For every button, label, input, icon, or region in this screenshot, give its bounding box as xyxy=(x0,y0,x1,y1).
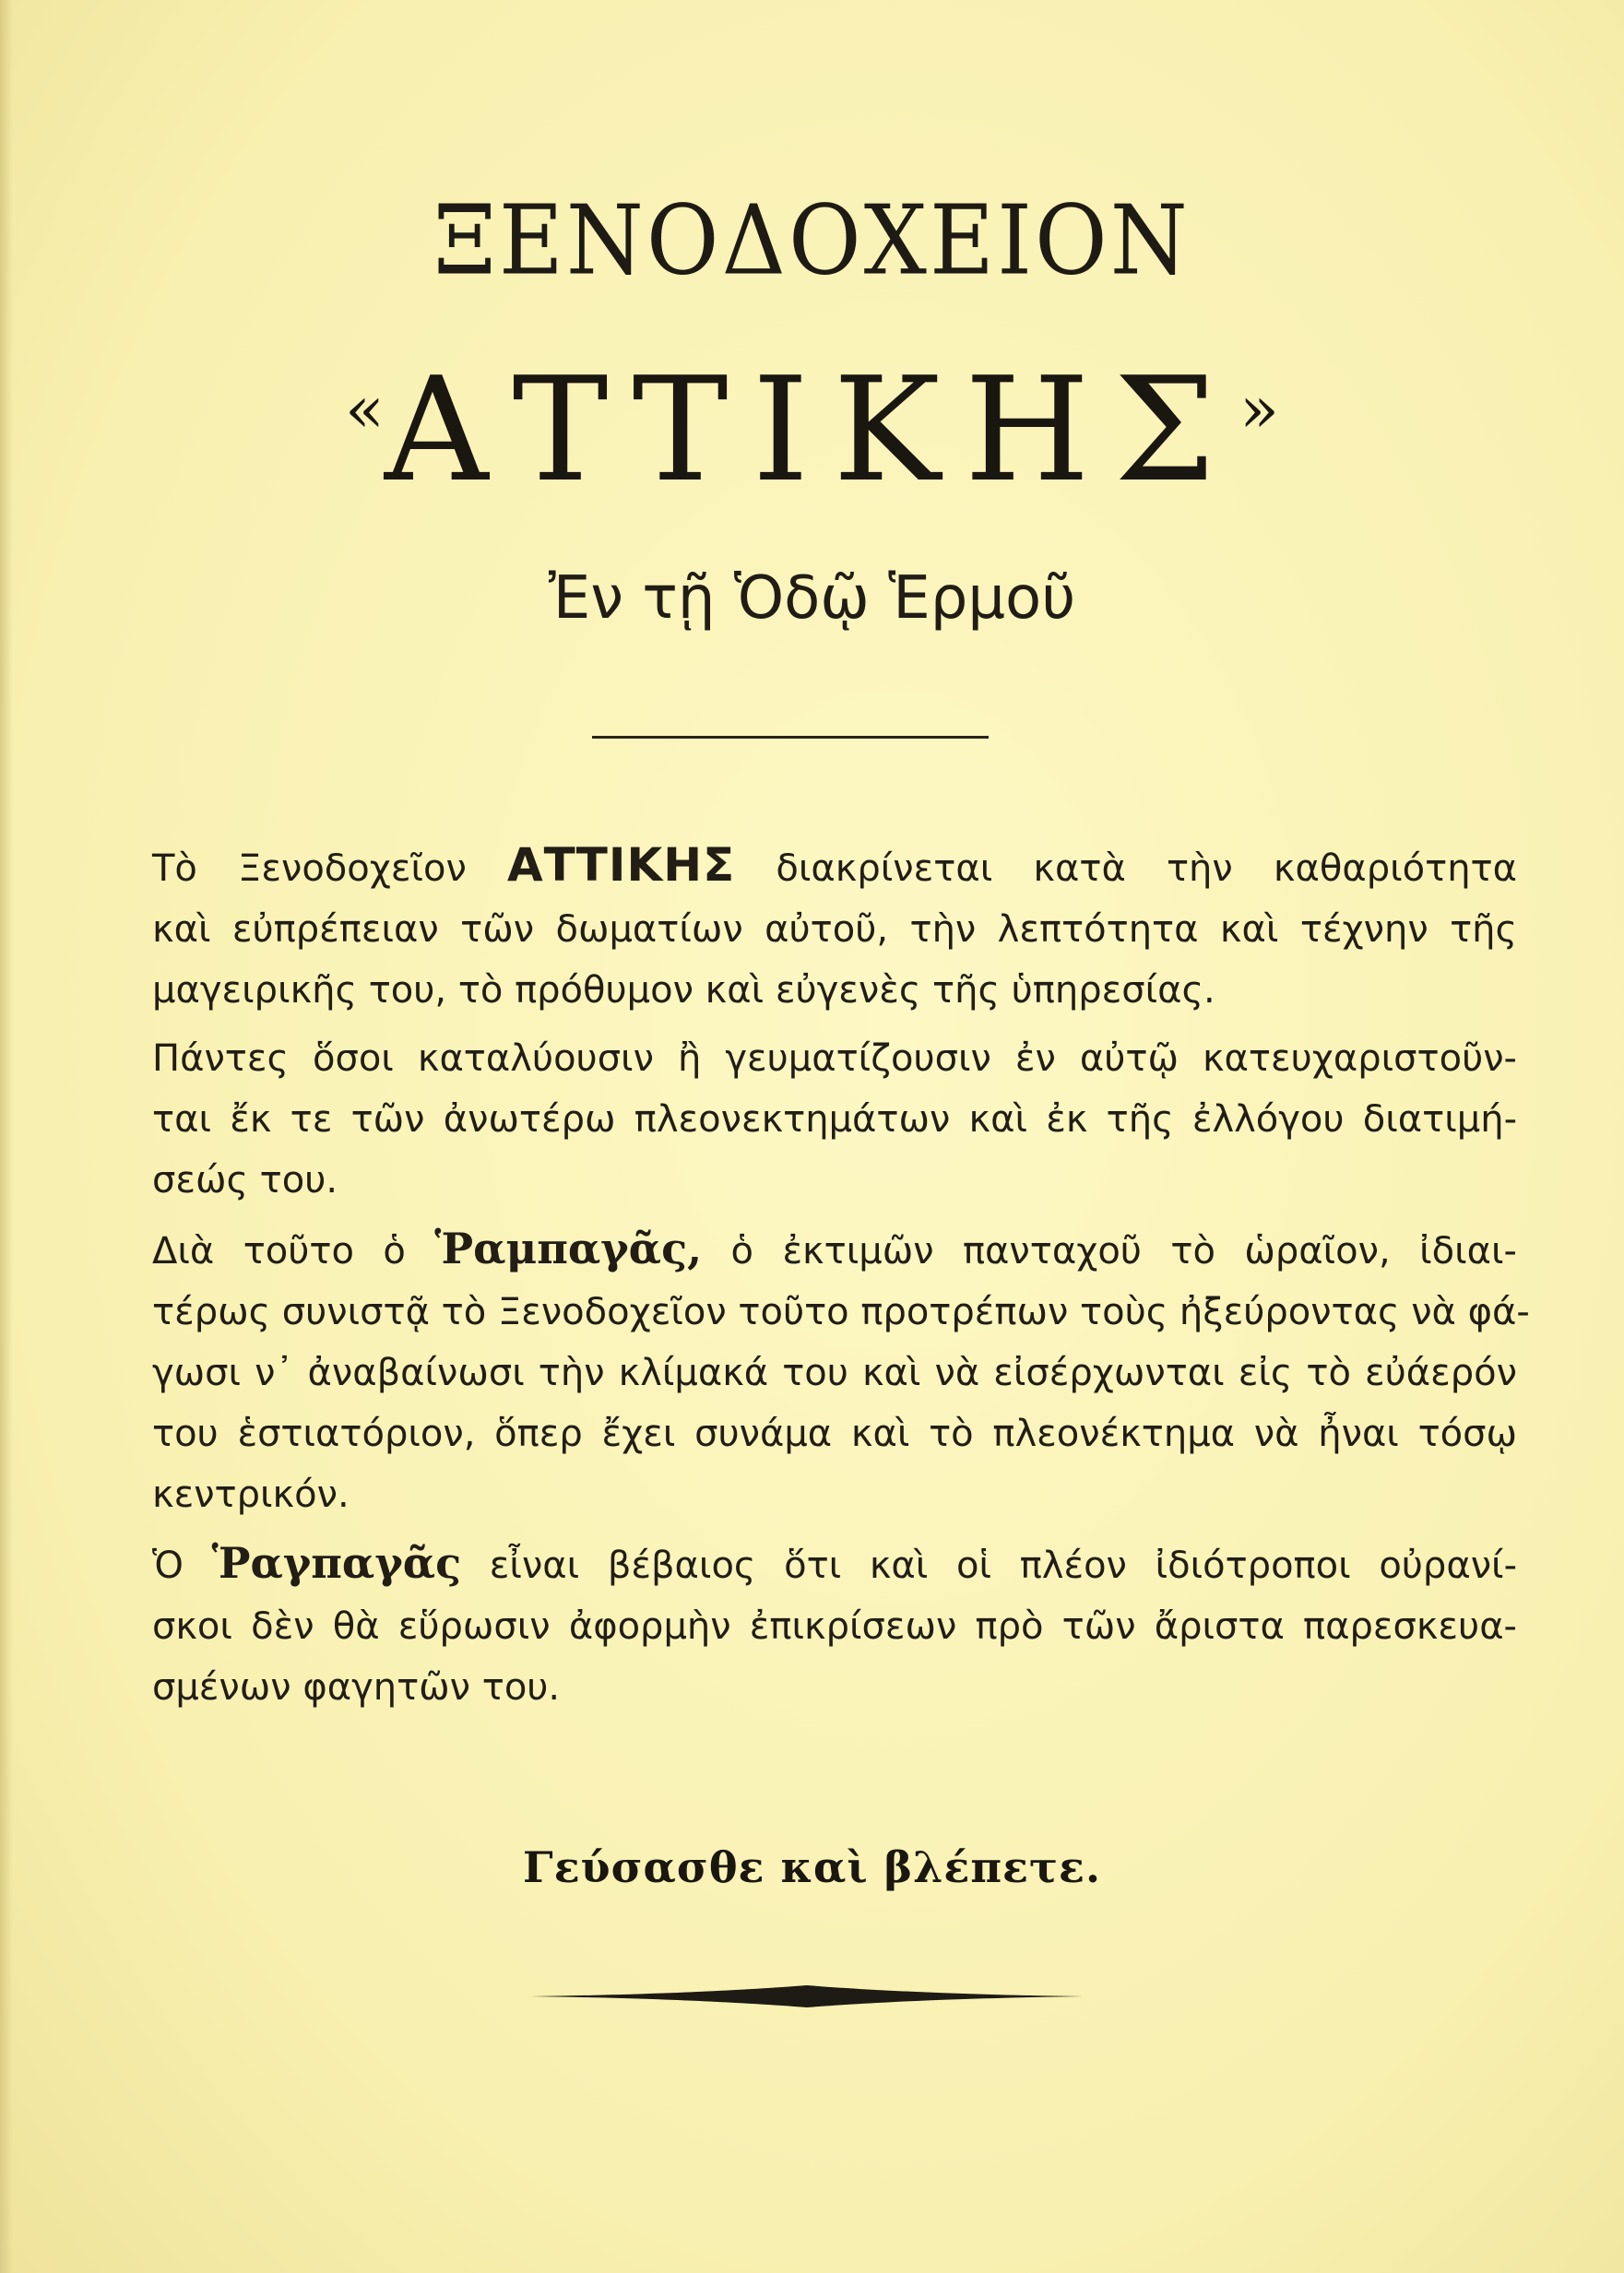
close-quote: » xyxy=(1239,372,1279,447)
text-line: μαγειρικῆς του, τὸ πρόθυμον καὶ εὐγενὲς τῆς ὑπηρεσίας. xyxy=(152,969,1215,1012)
text-line: του ἑστιατόριον, ὅπερ ἔχει συνάμα καὶ τὸ πλεονέκτημα νὰ ἦναι τόσῳ xyxy=(152,1413,1517,1455)
text-span: Τὸ Ξενοδοχεῖον xyxy=(152,847,467,890)
paragraph-1 xyxy=(152,835,1517,1021)
paragraph-3 xyxy=(152,1218,1530,1525)
text-line xyxy=(152,1533,1517,1596)
text-line: καὶ εὐπρέπειαν τῶν δωματίων αὐτοῦ, τὴν λεπτότητα καὶ τέχνην τῆς xyxy=(152,908,1517,951)
text-span: Ὁ xyxy=(152,1545,184,1587)
paragraph-2 xyxy=(152,1028,1517,1211)
hotel-name-inline: ΑΤΤΙΚΗΣ xyxy=(506,838,736,892)
text-span: εἶναι βέβαιος ὅτι καὶ οἱ πλέον ἰδιότροποι οὐρανί- xyxy=(489,1545,1518,1587)
text-line: Πάντες ὅσοι καταλύουσιν ἢ γευματίζουσιν ἐν αὐτῷ κατευχαριστοῦν- xyxy=(152,1037,1517,1080)
text-line: σμένων φαγητῶν του. xyxy=(152,1666,561,1709)
text-span: Διὰ τοῦτο ὁ xyxy=(152,1230,406,1273)
author-name-inline: Ῥαγπαγᾶς xyxy=(211,1538,462,1588)
text-line: σεώς του. xyxy=(152,1159,338,1202)
poster-title: ΞΕΝΟΔΟΧΕΙΟΝ xyxy=(433,184,1191,297)
motto: Γεύσασθε καὶ βλέπετε. xyxy=(523,1842,1101,1892)
divider-rule xyxy=(592,736,989,739)
text-line: σκοι δὲν θὰ εὕρωσιν ἀφορμὴν ἐπικρίσεων πρὸ τῶν ἄριστα παρεσκευα- xyxy=(152,1605,1517,1648)
ornamental-rule xyxy=(530,1981,1084,2012)
text-line: γωσι ν᾽ ἀναβαίνωσι τὴν κλίμακά του καὶ νὰ εἰσέρχωνται εἰς τὸ εὐάερόν xyxy=(152,1352,1517,1394)
text-line: ται ἔκ τε τῶν ἀνωτέρω πλεονεκτημάτων καὶ ἐκ τῆς ἐλλόγου διατιμή- xyxy=(152,1098,1517,1141)
open-quote: « xyxy=(345,372,385,447)
paragraph-4 xyxy=(152,1533,1517,1718)
advertisement-body xyxy=(152,835,1530,1725)
text-line: τέρως συνιστᾷ τὸ Ξενοδοχεῖον τοῦτο προτρέπων τοὺς ἠξεύροντας νὰ φά- xyxy=(152,1291,1530,1333)
author-name-inline: Ῥαμπαγᾶς, xyxy=(434,1224,703,1273)
text-line: κεντρικόν. xyxy=(152,1474,350,1516)
text-line xyxy=(152,1218,1517,1282)
text-line xyxy=(152,835,1517,899)
text-span: ὁ ἐκτιμῶν πανταχοῦ τὸ ὡραῖον, ἰδιαι- xyxy=(730,1230,1517,1273)
text-span: διακρίνεται κατὰ τὴν καθαριότητα xyxy=(776,847,1517,890)
hotel-address: Ἐν τῇ Ὁδῷ Ἑρμοῦ xyxy=(548,564,1076,633)
hotel-name-text: ΑΤΤΙΚΗΣ xyxy=(384,346,1240,514)
hotel-name xyxy=(0,346,1624,514)
